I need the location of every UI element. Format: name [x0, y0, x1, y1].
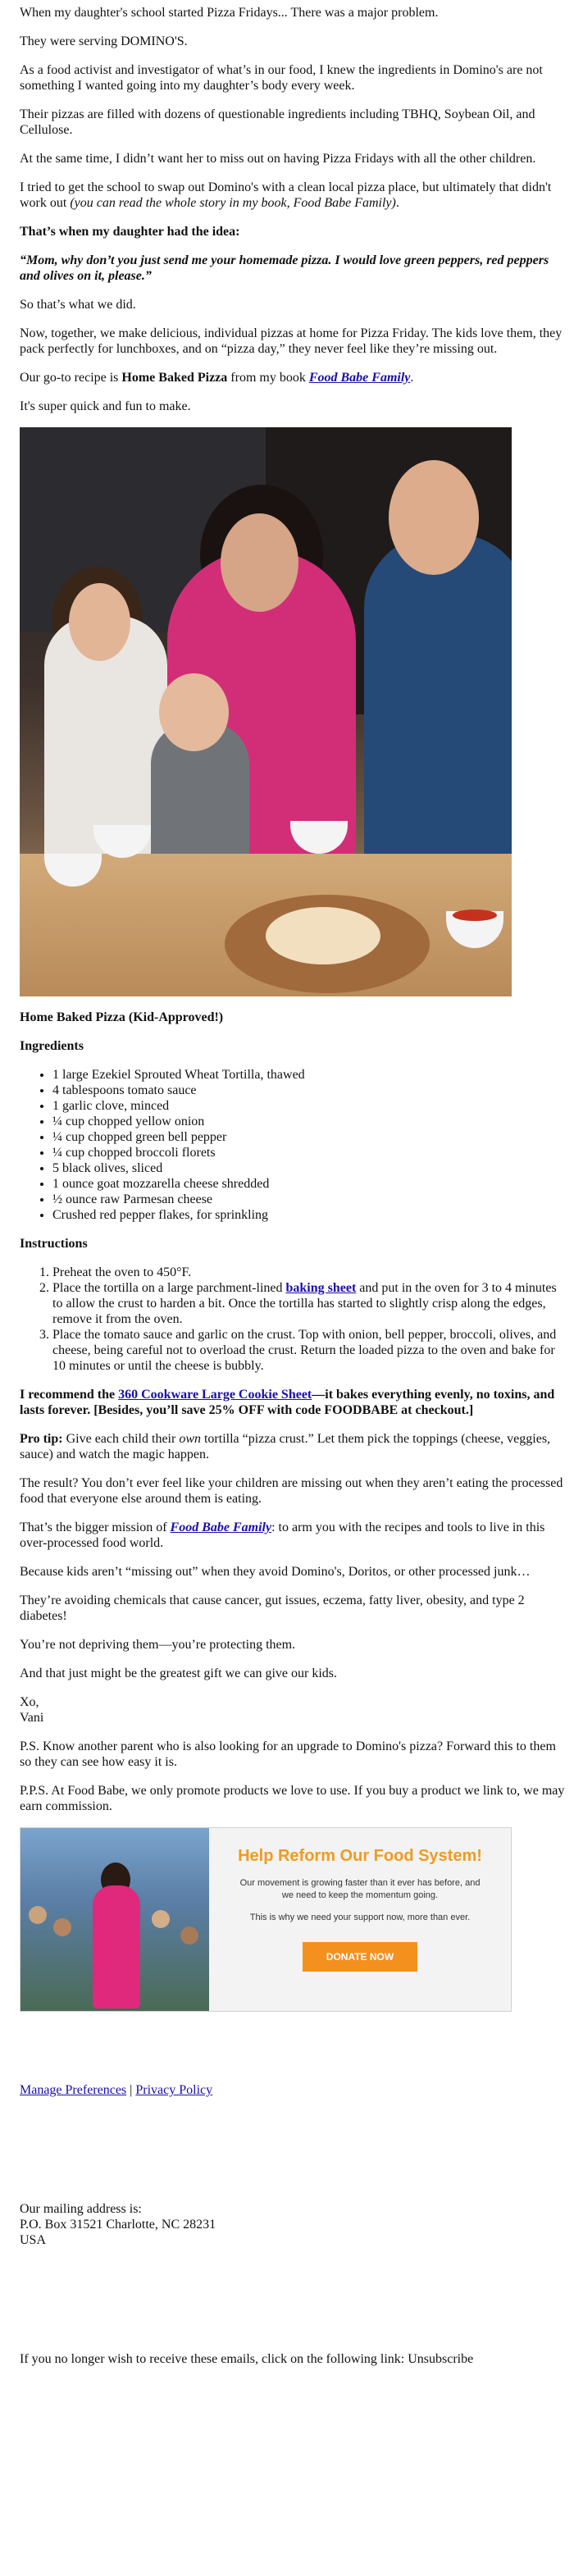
intro-p3: As a food activist and investigator of what’s in our food, I knew the ingredients in Domino's are not something I wanted going into my daughter’s body every week.: [20, 63, 543, 93]
pro-tip-italic: own: [179, 1432, 201, 1446]
instructions-heading-text: Instructions: [20, 1237, 88, 1251]
footer-link-separator: |: [126, 2083, 136, 2097]
signoff-xo: Xo,: [20, 1695, 39, 1709]
instruction-step: 1. Preheat the oven to 450°F.: [52, 1265, 569, 1280]
closing-p5: You’re not depriving them—you’re protecting them.: [20, 1638, 296, 1652]
footer-links: [20, 2082, 569, 2098]
intro-p11-pre: Our go-to recipe is: [20, 371, 122, 385]
banner-crowd-person: [29, 1906, 47, 1924]
intro-p5: At the same time, I didn’t want her to miss out on having Pizza Fridays with all the other children.: [20, 152, 536, 166]
ingredient-item: • 1 ounce goat mozzarella cheese shredded: [52, 1176, 569, 1192]
photo-dad-face: [389, 460, 479, 575]
manage-preferences-link[interactable]: Manage Preferences: [20, 2083, 127, 2097]
intro-p10: Now, together, we make delicious, individual pizzas at home for Pizza Friday. The kids love them, they pack perfectly for lunchboxes, and on “pizza day,” they never feel like they’re missing out.: [20, 326, 563, 356]
banner-subtext-1: Our movement is growing faster than it ever has before, and we need to keep the momentum going.: [239, 1878, 481, 1900]
recommend-post: —it bakes everything evenly, no toxins, and lasts forever. [Besides, you’ll save 25% OFF with code FOODBABE at checkout.]: [20, 1388, 555, 1417]
ingredient-item: • Crushed red pepper flakes, for sprinkling: [52, 1207, 569, 1223]
daughter-quote: “Mom, why don’t you just send me your homemade pizza. I would love green peppers, red peppers and olives on it, please.”: [20, 253, 549, 283]
intro-p11-end: .: [410, 371, 414, 385]
ingredient-item: • 1 large Ezekiel Sprouted Wheat Tortilla, thawed: [52, 1067, 569, 1083]
spacer: [20, 2111, 569, 2201]
mailing-address: [20, 2201, 569, 2248]
banner-content: [209, 1828, 511, 2011]
ingredient-item: • ¼ cup chopped broccoli florets: [52, 1145, 569, 1160]
ingredients-heading: [20, 1038, 569, 1054]
intro-p8: [20, 253, 569, 284]
closing-p4: They’re avoiding chemicals that cause cancer, gut issues, eczema, fatty liver, obesity, and type 2 diabetes!: [20, 1593, 525, 1623]
signoff: [20, 1694, 569, 1726]
pro-tip-post: tortilla “pizza crust.” Let them pick the toppings (cheese, veggies, sauce) and watch the magic happen.: [20, 1432, 551, 1461]
photo-boy-face: [159, 673, 229, 751]
email-body: [10, 5, 574, 2380]
closing-p1: The result? You don’t ever feel like your children are missing out when they aren’t eating the processed food that everyone else around them is eating.: [20, 1476, 563, 1506]
signoff-name: Vani: [20, 1711, 44, 1725]
banner-subtext-2: This is why we need your support now, more than ever.: [249, 1913, 471, 1922]
pro-tip-pre: Give each child their: [62, 1432, 180, 1446]
donation-banner[interactable]: [20, 1827, 512, 2012]
recipe-title: [20, 1010, 569, 1025]
pro-tip-paragraph: [20, 1431, 569, 1462]
privacy-policy-link[interactable]: Privacy Policy: [135, 2083, 213, 2097]
mailing-address-line2: USA: [20, 2233, 47, 2247]
closing-p2-post: : to arm you with the recipes and tools to live in this over-processed food world.: [20, 1521, 545, 1550]
intro-p7: [20, 224, 569, 239]
photo-tortilla: [266, 907, 380, 964]
closing-p6: And that just might be the greatest gift we can give our kids.: [20, 1666, 338, 1680]
ingredient-item: • 1 garlic clove, minced: [52, 1098, 569, 1114]
ingredient-item: • 5 black olives, sliced: [52, 1160, 569, 1176]
ingredient-item: • 4 tablespoons tomato sauce: [52, 1083, 569, 1098]
intro-p12: It's super quick and fun to make.: [20, 399, 191, 413]
recipe-name: Home Baked Pizza: [121, 371, 228, 385]
mailing-address-label: Our mailing address is:: [20, 2202, 142, 2216]
spacer: [20, 2261, 569, 2351]
food-babe-family-link[interactable]: Food Babe Family: [308, 371, 411, 385]
intro-p6-end: .: [395, 196, 399, 210]
step2-post: and put in the oven for 3 to 4 minutes to allow the crust to harden a bit. Once the tortilla has started to slightly crisp along the edges, remove it from the oven.: [52, 1281, 557, 1326]
family-photo: [20, 427, 512, 996]
instruction-step: [52, 1280, 569, 1327]
intro-p11: [20, 370, 569, 385]
spacer: [20, 2025, 569, 2082]
intro-p1: When my daughter's school started Pizza Fridays... There was a major problem.: [20, 6, 439, 20]
intro-p6: [20, 180, 569, 211]
photo-mom-face: [221, 513, 298, 612]
donate-now-button[interactable]: DONATE NOW: [303, 1942, 417, 1972]
ingredient-item: • ½ ounce raw Parmesan cheese: [52, 1192, 569, 1207]
recommend-pre: I recommend the: [20, 1388, 119, 1402]
ingredient-item: • ¼ cup chopped green bell pepper: [52, 1129, 569, 1145]
intro-p6-italic: (you can read the whole story in my book, Food Babe Family): [70, 196, 396, 210]
banner-crowd-person: [180, 1926, 198, 1945]
closing-p2: [20, 1520, 569, 1551]
banner-speaker: [93, 1885, 140, 2008]
banner-rally-photo: [20, 1828, 209, 2011]
intro-p4: Their pizzas are filled with dozens of questionable ingredients including TBHQ, Soybean Oil, and Cellulose.: [20, 107, 535, 137]
unsubscribe-text[interactable]: If you no longer wish to receive these emails, click on the following link: Unsubscribe: [20, 2352, 474, 2366]
banner-crowd-person: [152, 1910, 170, 1928]
mailing-address-line1: P.O. Box 31521 Charlotte, NC 28231: [20, 2218, 216, 2232]
intro-p2: They were serving DOMINO'S.: [20, 34, 188, 48]
ingredients-list: [20, 1067, 569, 1223]
instructions-heading: [20, 1236, 569, 1252]
intro-p11-mid: from my book: [227, 371, 309, 385]
cookie-sheet-link[interactable]: 360 Cookware Large Cookie Sheet: [118, 1388, 312, 1402]
recipe-title-text: Home Baked Pizza (Kid-Approved!): [20, 1010, 224, 1024]
step2-pre: Place the tortilla on a large parchment-lined: [52, 1281, 286, 1295]
closing-p3: Because kids aren’t “missing out” when they avoid Domino's, Doritos, or other processed junk…: [20, 1565, 531, 1579]
recommend-paragraph: [20, 1387, 569, 1418]
intro-p9: So that’s what we did.: [20, 298, 136, 312]
pps-paragraph: P.P.S. At Food Babe, we only promote products we love to use. If you buy a product we link to, we may earn commission.: [20, 1784, 565, 1813]
ingredient-item: • ¼ cup chopped yellow onion: [52, 1114, 569, 1129]
intro-p6-main: I tried to get the school to swap out Domino's with a clean local pizza place, but ultimately that didn't work out: [20, 180, 552, 210]
photo-girl-face: [69, 583, 130, 661]
baking-sheet-link[interactable]: baking sheet: [285, 1281, 357, 1295]
closing-p2-pre: That’s the bigger mission of: [20, 1521, 171, 1534]
photo-sauce: [453, 910, 497, 921]
instruction-step: 3. Place the tomato sauce and garlic on the crust. Top with onion, bell pepper, broccoli, olives, and cheese, being careful not to overload the crust. Return the loaded pizza to the oven and bake for 10 minutes or until the cheese is bubbly.: [52, 1327, 569, 1374]
banner-crowd-person: [53, 1918, 71, 1936]
ps-paragraph: P.S. Know another parent who is also looking for an upgrade to Domino's pizza? Forward this to them so they can see how easy it is.: [20, 1739, 556, 1769]
banner-headline: Help Reform Our Food System!: [238, 1847, 482, 1865]
pro-tip-label: Pro tip:: [20, 1432, 63, 1446]
idea-heading: That’s when my daughter had the idea:: [20, 225, 240, 239]
ingredients-heading-text: Ingredients: [20, 1039, 84, 1053]
instructions-list: [20, 1265, 569, 1374]
food-babe-family-link-2[interactable]: Food Babe Family: [170, 1521, 272, 1534]
